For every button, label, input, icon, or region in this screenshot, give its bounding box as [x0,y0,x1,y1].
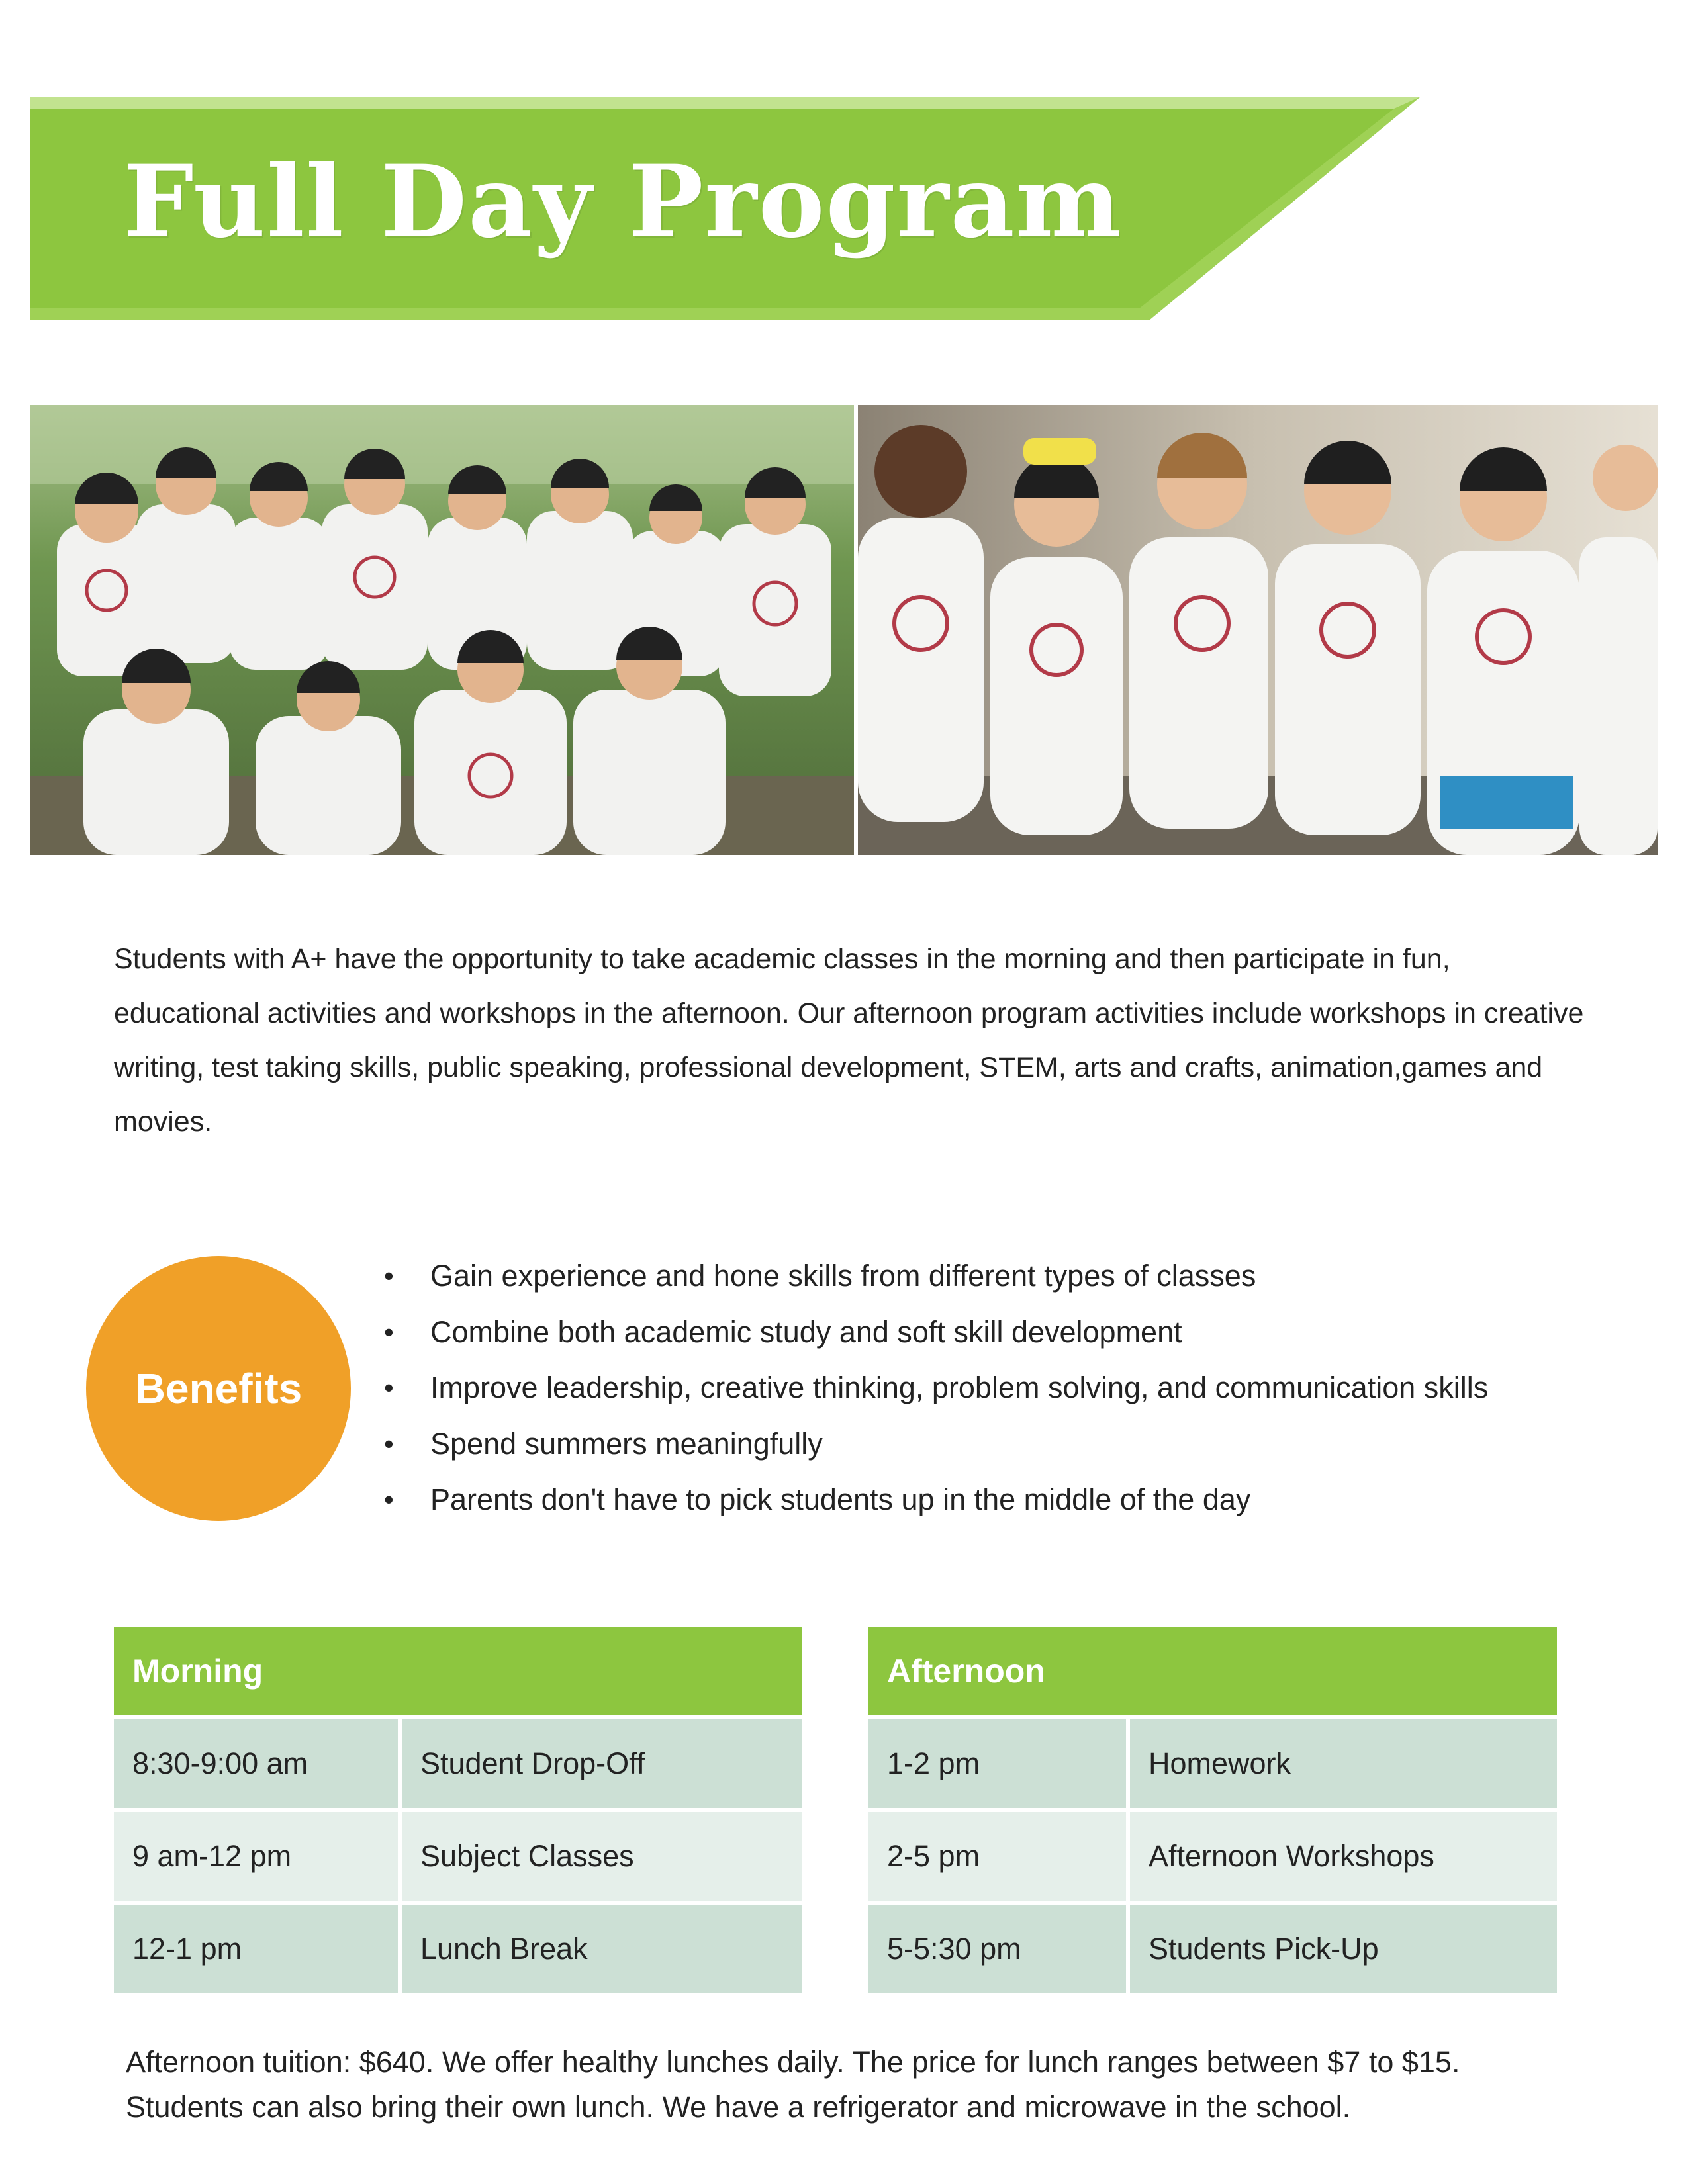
benefit-item: • Gain experience and hone skills from different types of classes [384,1248,1488,1304]
tuition-note: Afternoon tuition: $640. We offer healthy lunches daily. The price for lunch ranges between $7 to $15. Students can also bring their own lunch. We have a refrigerator and microwave in the school. [126,2045,1460,2124]
benefit-item: • Spend summers meaningfully [384,1416,1488,1473]
time-cell: 2-5 pm [868,1812,1130,1901]
benefit-item: • Combine both academic study and soft skill development [384,1304,1488,1361]
table-row [114,1812,802,1901]
time-cell: 5-5:30 pm [868,1905,1130,1993]
activity-cell: Homework [1130,1719,1557,1808]
time-cell: 1-2 pm [868,1719,1130,1808]
group-photo-indoors [858,405,1658,855]
morning-header: Morning [114,1627,802,1715]
time-cell: 9 am-12 pm [114,1812,402,1901]
benefits-badge [86,1256,351,1521]
activity-cell: Lunch Break [402,1905,802,1993]
table-row [868,1905,1557,1993]
table-row [114,1719,802,1808]
table-row [114,1905,802,1993]
benefits-label: Benefits [134,1365,303,1412]
table-row [868,1719,1557,1808]
photo-strip [30,405,1658,855]
program-description: Students with A+ have the opportunity to take academic classes in the morning and then participate in fun, educational activities and workshops in the afternoon. Our afternoon program activities include workshops in creative writing, test taking skills, public speaking, professional development, STEM, arts and crafts, animation,games and movies. [114,943,1584,1138]
activity-cell: Student Drop-Off [402,1719,802,1808]
activity-cell: Afternoon Workshops [1130,1812,1557,1901]
afternoon-header: Afternoon [868,1627,1557,1715]
afternoon-schedule-table [868,1623,1557,1997]
benefit-item: • Improve leadership, creative thinking, problem solving, and communication skills [384,1360,1488,1416]
morning-schedule-table [114,1623,802,1997]
activity-cell: Subject Classes [402,1812,802,1901]
table-row [868,1812,1557,1901]
time-cell: 12-1 pm [114,1905,402,1993]
title-banner [30,97,1421,320]
benefits-list [384,1248,1488,1528]
activity-cell: Students Pick-Up [1130,1905,1557,1993]
benefit-item: • Parents don't have to pick students up in the middle of the day [384,1472,1488,1528]
group-photo-outdoors [30,405,854,855]
time-cell: 8:30-9:00 am [114,1719,402,1808]
page-title: Full Day Program [123,144,1123,260]
